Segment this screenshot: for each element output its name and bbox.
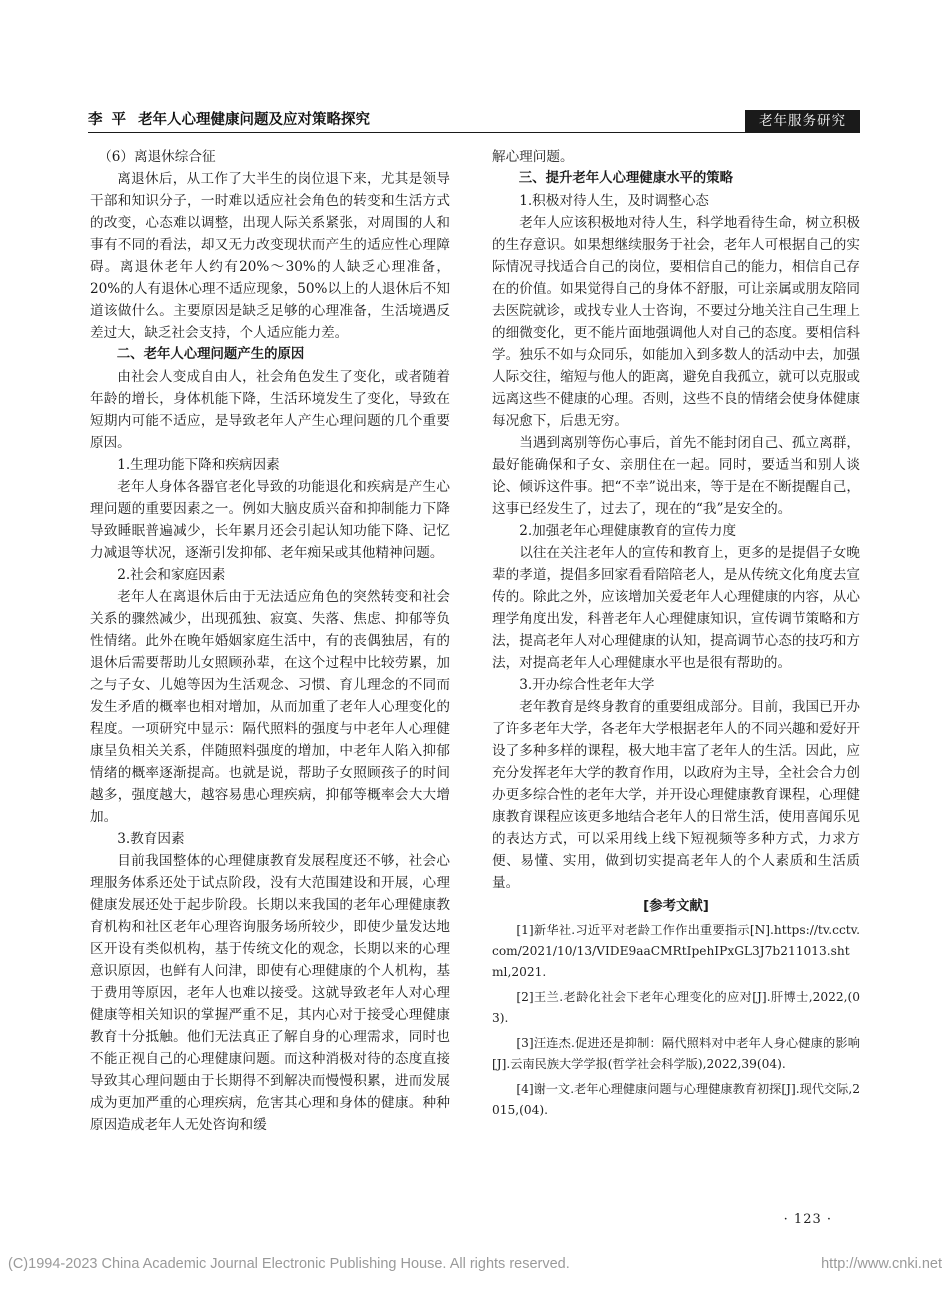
running-header bbox=[88, 110, 860, 132]
paragraph: 老年教育是终身教育的重要组成部分。目前，我国已开办了许多老年大学，各老年大学根据老年人的不同兴趣和爱好开设了多种多样的课程，极大地丰富了老年人的生活。因此，应充分发挥老年大学的教育作用，以政府为主导，全社会合力创办更多综合性的老年大学，并开设心理健康教育课程，心理健康教育课程应该更多地结合老年人的日常生活，使用喜闻乐见的表达方式，可以采用线上线下短视频等多种方式，力求方便、易懂、实用，做到切实提高老年人的个人素质和生活质量。 bbox=[492, 699, 860, 891]
section-heading: 三、提升老年人心理健康水平的策略 bbox=[518, 171, 734, 186]
paragraph: 老年人身体各器官老化导致的功能退化和疾病是产生心理问题的重要因素之一。例如大脑皮质兴奋和抑制能力下降导致睡眠普遍减少，长年累月还会引起认知功能下降、记忆力减退等状况，逐渐引发抑郁、老年痴呆或其他精神问题。 bbox=[90, 479, 450, 561]
section-heading: （6）离退休综合征 bbox=[98, 149, 216, 165]
header-author: 李 平 bbox=[88, 112, 129, 128]
header-journal-section: 老年服务研究 bbox=[745, 110, 860, 132]
paragraph: 老年人在离退休后由于无法适应角色的突然转变和社会关系的骤然减少，出现孤独、寂寞、失落、焦虑、抑郁等负性情绪。此外在晚年婚姻家庭生活中，有的丧偶独居，有的退休后需要帮助儿女照顾孙辈，在这个过程中比较劳累，加之与子女、儿媳等因为生活观念、习惯、育儿理念的不同而发生矛盾的概率也相对增加，从而加重了老年人心理变化的程度。一项研究中显示：隔代照料的强度与中老年人心理健康呈负相关关系，伴随照料强度的增加，中老年人陷入抑郁情绪的概率逐渐提高。也就是说，帮助子女照顾孩子的时间越多，强度越大，越容易患心理疾病，抑郁等概率会大大增加。 bbox=[90, 589, 450, 825]
page-number: · 123 · bbox=[783, 1212, 832, 1227]
header-rule bbox=[88, 132, 860, 133]
paragraph: 目前我国整体的心理健康教育发展程度还不够，社会心理服务体系还处于试点阶段，没有大范围建设和开展，心理健康发展还处于起步阶段。长期以来我国的老年心理健康教育机构和社区老年心理咨询服务场所较少，即使少量发达地区开设有类似机构，基于传统文化的观念，长期以来的心理意识原因，也鲜有人问津，即使有心理健康的个人机构，基于费用等原因，老年人也难以接受。这就导致老年人对心理健康等相关知识的掌握严重不足，其内心对于接受心理健康教育十分抵触。他们无法真正了解自身的心理需求，同时也不能正视自己的心理健康问题。而这种消极对待的态度直接导致其心理问题由于长期得不到解决而慢慢积累，进而发展成为更加严重的心理疾病，危害其心理和身体的健康。种种原因造成老年人无处咨询和缓 bbox=[90, 853, 450, 1133]
footer bbox=[0, 1252, 950, 1276]
reference-item: [2]王兰.老龄化社会下老年心理变化的应对[J].肝博士,2022,(03). bbox=[492, 990, 860, 1025]
reference-item: [1]新华社.习近平对老龄工作作出重要指示[N].https://tv.cctv.com/2021/10/13/VIDE9aaCMRtIpehIPxGL3J7b211013.shtml,2021. bbox=[492, 923, 860, 979]
section-heading: 二、老年人心理问题产生的原因 bbox=[116, 347, 305, 362]
paragraph: 解心理问题。 bbox=[492, 149, 574, 165]
header-author-title bbox=[88, 110, 370, 130]
footer-copyright: (C)1994-2023 China Academic Journal Electronic Publishing House. All rights reserved. bbox=[8, 1256, 570, 1272]
paragraph: 由社会人变成自由人，社会角色发生了变化，或者随着年龄的增长，身体机能下降，生活环境发生了变化，导致在短期内可能不适应，是导致老年人产生心理问题的几个重要原因。 bbox=[90, 369, 450, 451]
subsection-heading: 1.生理功能下降和疾病因素 bbox=[117, 457, 280, 473]
paragraph: 当遇到离别等伤心事后，首先不能封闭自己、孤立离群，最好能确保和子女、亲朋住在一起。同时，要适当和别人谈论、倾诉这件事。把“不幸”说出来，等于是在不断提醒自己，这事已经发生了，过去了，现在的“我”是安全的。 bbox=[492, 435, 860, 517]
left-column bbox=[90, 146, 450, 1136]
subsection-heading: 2.加强老年心理健康教育的宣传力度 bbox=[519, 523, 737, 539]
subsection-heading: 3.开办综合性老年大学 bbox=[519, 677, 655, 693]
footer-url: http://www.cnki.net bbox=[821, 1256, 942, 1272]
subsection-heading: 2.社会和家庭因素 bbox=[117, 567, 226, 583]
reference-item: [4]谢一文.老年心理健康问题与心理健康教育初探[J].现代交际,2015,(04). bbox=[492, 1082, 860, 1117]
subsection-heading: 3.教育因素 bbox=[117, 831, 185, 847]
paragraph: 离退休后，从工作了大半生的岗位退下来，尤其是领导干部和知识分子，一时难以适应社会角色的转变和生活方式的改变，心态难以调整，出现人际关系紧张，对周围的人和事有不同的看法，却又无力改变现状而产生的适应性心理障碍。离退休老年人约有20%～30%的人缺乏心理准备，20%的人有退休心理不适应现象，50%以上的人退休后不知道该做什么。主要原因是缺乏足够的心理准备，生活境遇反差过大，缺乏社会支持，个人适应能力差。 bbox=[90, 171, 450, 341]
reference-item: [3]汪连杰.促进还是抑制：隔代照料对中老年人身心健康的影响[J].云南民族大学学报(哲学社会科学版),2022,39(04). bbox=[492, 1036, 860, 1071]
paragraph: 以往在关注老年人的宣传和教育上，更多的是提倡子女晚辈的孝道，提倡多回家看看陪陪老人，是从传统文化角度去宣传的。除此之外，应该增加关爱老年人心理健康的内容，从心理学角度出发，科普老年人心理健康知识，宣传调节策略和方法，提高老年人对心理健康的认知，提高调节心态的技巧和方法，对提高老年人心理健康水平也是很有帮助的。 bbox=[492, 545, 860, 671]
subsection-heading: 1.积极对待人生，及时调整心态 bbox=[519, 193, 709, 209]
right-column bbox=[492, 146, 860, 1125]
header-article-title: 老年人心理健康问题及应对策略探究 bbox=[138, 112, 371, 128]
paragraph: 老年人应该积极地对待人生，科学地看待生命，树立积极的生存意识。如果想继续服务于社会，老年人可根据自己的实际情况寻找适合自己的岗位，要相信自己的能力，相信自己存在的价值。如果觉得自己的身体不舒服，可让亲属或朋友陪同去医院就诊，或找专业人士咨询，不要过分地关注自己生理上的细微变化，更不能片面地强调他人对自己的态度。要相信科学。独乐不如与众同乐，如能加入到多数人的活动中去，加强人际交往，缩短与他人的距离，避免自我孤立，就可以克服或远离这些不健康的心理。否则，这些不良的情绪会使身体健康每况愈下，后患无穷。 bbox=[492, 215, 860, 429]
references-title: [参考文献] bbox=[643, 899, 709, 914]
